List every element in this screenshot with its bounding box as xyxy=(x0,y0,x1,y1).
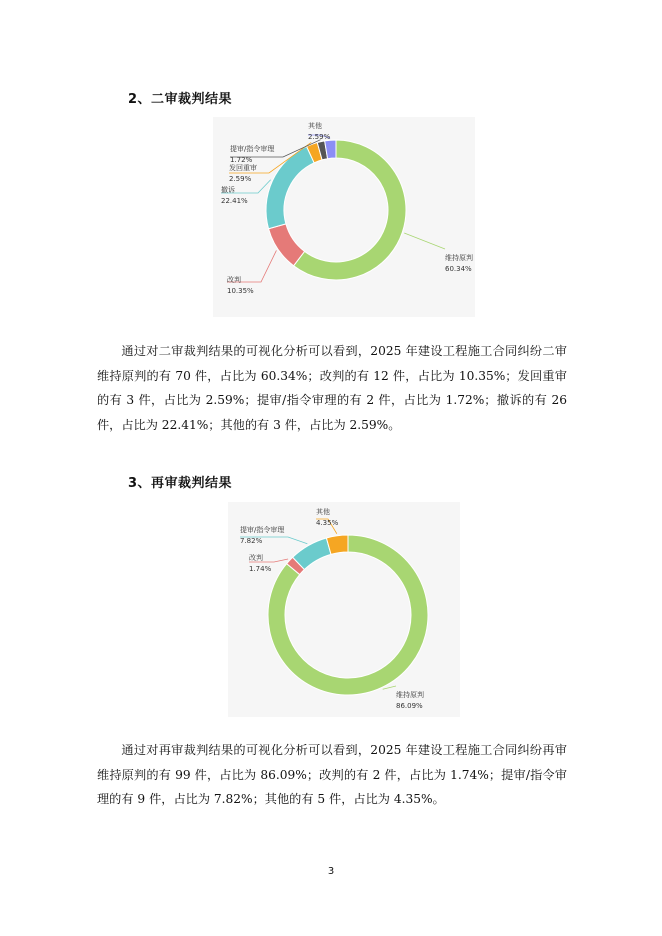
slice-label-3: 提审/指令审理 xyxy=(240,526,285,534)
slice-label-1: 维持原判 xyxy=(396,691,424,699)
slice-value-2: 1.74% xyxy=(249,565,272,573)
page-number: 3 xyxy=(327,866,335,877)
slice-value-2: 10.35% xyxy=(227,287,254,295)
leader-line-1 xyxy=(404,233,445,249)
slice-value-1: 86.09% xyxy=(396,702,423,710)
section-2-text: 通过对二审裁判结果的可视化分析可以看到，2025 年建设工程施工合同纠纷二审维持原判的有 70 件，占比为 60.34%；改判的有 12 件，占比为 10.35%；发回重审的有 3 件，占比为 2.59%；提审/指令审理的有 2 件，占比为 1.72%；撤诉的有 26 件，占比为 22.41%；其他的有 3 件，占比为 2.59%。 xyxy=(97,344,567,432)
slice-value-4: 4.35% xyxy=(316,519,339,527)
retrial-donut-chart xyxy=(228,502,460,717)
slice-label-6: 其他 xyxy=(308,122,322,130)
section-3-text: 通过对再审裁判结果的可视化分析可以看到，2025 年建设工程施工合同纠纷再审维持原判的有 99 件，占比为 86.09%；改判的有 2 件，占比为 1.74%；提审/指令审理的有 9 件，占比为 7.82%；其他的有 5 件，占比为 4.35%。 xyxy=(97,743,567,806)
donut-slice-3 xyxy=(266,146,314,228)
slice-label-2: 改判 xyxy=(227,276,241,284)
slice-value-1: 60.34% xyxy=(445,265,472,273)
slice-label-5: 提审/指令审理 xyxy=(230,145,275,153)
second-instance-donut-chart xyxy=(213,117,475,317)
slice-label-4: 其他 xyxy=(316,508,330,516)
slice-value-3: 22.41% xyxy=(221,197,248,205)
slice-label-2: 改判 xyxy=(249,554,263,562)
slice-label-1: 维持原判 xyxy=(445,254,473,262)
slice-value-5: 1.72% xyxy=(230,156,253,164)
slice-label-4: 发回重审 xyxy=(229,164,257,172)
slice-label-3: 撤诉 xyxy=(221,186,235,194)
section-3-heading: 3、再审裁判结果 xyxy=(128,476,233,491)
section-3-paragraph xyxy=(97,738,567,812)
slice-value-6: 2.59% xyxy=(308,133,331,141)
slice-value-4: 2.59% xyxy=(229,175,252,183)
slice-value-3: 7.82% xyxy=(240,537,263,545)
section-2-paragraph xyxy=(97,339,567,437)
section-2-heading: 2、二审裁判结果 xyxy=(128,92,233,107)
